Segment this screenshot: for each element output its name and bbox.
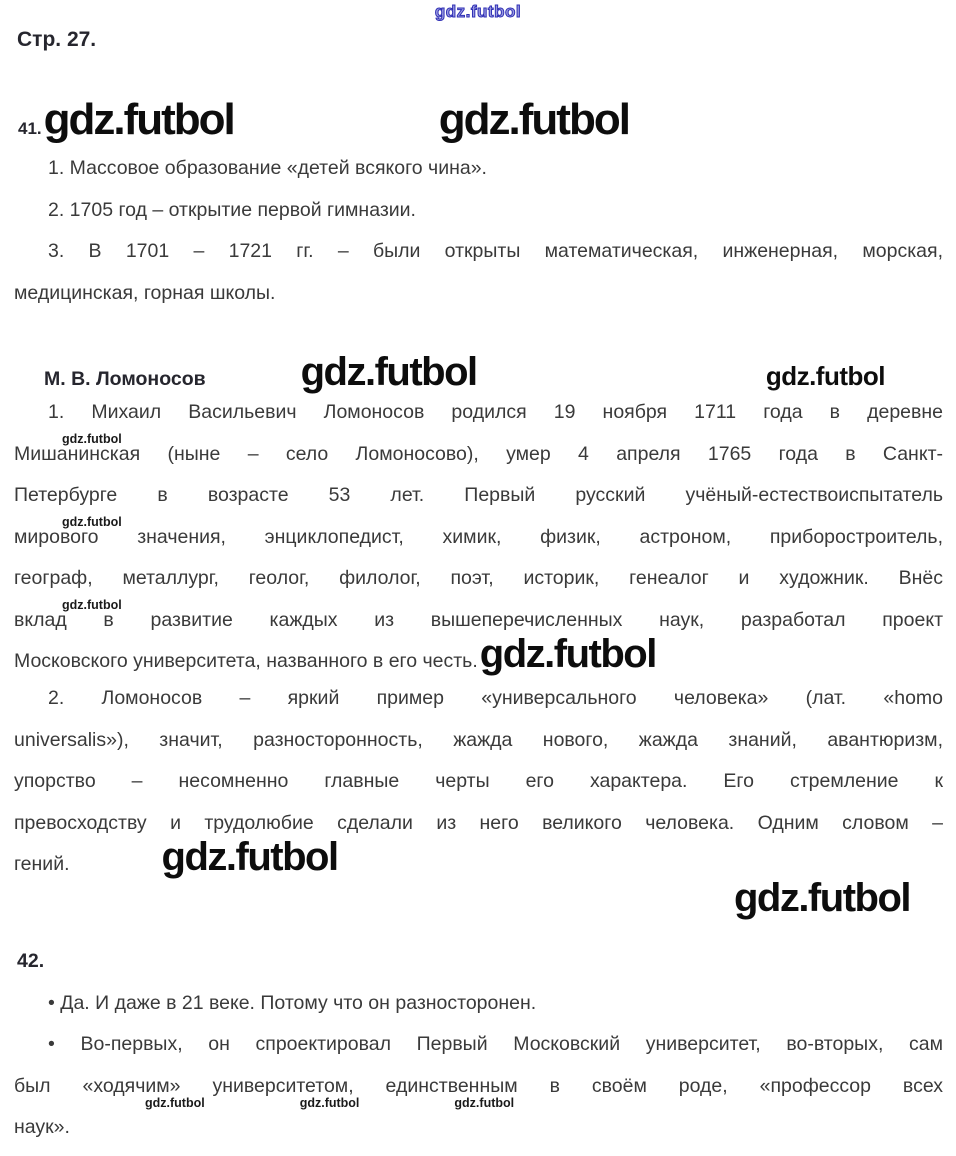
exercise-41-number: 41. bbox=[18, 119, 42, 138]
site-watermark: gdz.futbol bbox=[765, 361, 885, 391]
paragraph-line: Петербурге в возрасте 53 лет. Первый русский учёный-естествоиспытатель bbox=[14, 484, 943, 506]
site-watermark: gdz.futbol bbox=[62, 432, 122, 446]
lomonosov-paragraph-2 bbox=[14, 678, 943, 886]
paragraph-line: Московского университета, названного в его честь.gdz.futbol bbox=[14, 632, 656, 676]
site-watermark: gdz.futbol bbox=[438, 95, 629, 144]
paragraph-line: упорство – несомненно главные черты его характера. Его стремление к bbox=[14, 770, 943, 792]
exercise-41-answers bbox=[14, 148, 943, 314]
answer-line: • Да. И даже в 21 веке. Потому что он разносторонен. bbox=[48, 992, 537, 1014]
paragraph-line: вклад в развитие каждых из вышеперечисленных наук, разработал проект bbox=[14, 608, 943, 631]
paragraph-line: 1. Михаил Васильевич Ломоносов родился 19 ноября 1711 года в деревне bbox=[48, 401, 943, 423]
exercise-42-number: 42. bbox=[17, 950, 45, 972]
answer-line: 2. 1705 год – открытие первой гимназии. bbox=[48, 198, 416, 221]
page-title: Стр. 27. bbox=[17, 28, 97, 51]
site-watermark: gdz.futbol bbox=[434, 2, 522, 21]
answer-line: 1. Массовое образование «детей всякого чина». bbox=[48, 157, 487, 179]
paragraph-line: превосходству и трудолюбие сделали из него великого человека. Одним словом – bbox=[14, 811, 943, 834]
lomonosov-paragraph-1 bbox=[14, 392, 943, 683]
paragraph-line-text: Московского университета, названного в его честь. bbox=[14, 650, 478, 672]
lomonosov-heading: М. В. Ломоносов bbox=[44, 368, 206, 390]
exercise-42-bullet-1 bbox=[14, 983, 943, 1025]
site-watermark: gdz.futbol bbox=[299, 1096, 360, 1110]
answer-line: наук». bbox=[14, 1116, 70, 1138]
site-watermark: gdz.futbol bbox=[300, 350, 477, 394]
lomonosov-heading-row bbox=[14, 352, 943, 392]
answer-line: 3. В 1701 – 1721 гг. – были открыты математическая, инженерная, морская, bbox=[48, 240, 943, 262]
exercise-42-bullet-2 bbox=[14, 1024, 943, 1149]
exercise-41-header bbox=[18, 95, 943, 144]
answer-line: медицинская, горная школы. bbox=[14, 281, 276, 304]
right-watermark-container bbox=[14, 878, 910, 918]
paragraph-line: universalis»), значит, разносторонность, жажда нового, жажда знаний, авантюризм, bbox=[14, 728, 943, 751]
paragraph-line: географ, металлург, геолог, филолог, поэт, историк, генеалог и художник. Внёс bbox=[14, 567, 943, 589]
answer-line: был «ходячим» университетом, единственным в своём роде, «профессор всех bbox=[14, 1074, 943, 1097]
site-watermark: gdz.futbol bbox=[454, 1096, 515, 1110]
answer-line: • Во-первых, он спроектировал Первый Московский университет, во-вторых, сам bbox=[48, 1033, 943, 1055]
site-watermark: gdz.futbol bbox=[43, 95, 234, 144]
site-watermark: gdz.futbol bbox=[62, 515, 122, 529]
paragraph-line: Мишанинская (ныне – село Ломоносово), умер 4 апреля 1765 года в Санкт- bbox=[14, 442, 943, 465]
bottom-watermark-row bbox=[145, 1096, 514, 1111]
site-watermark: gdz.futbol bbox=[62, 598, 122, 612]
paragraph-line: 2. Ломоносов – яркий пример «универсального человека» (лат. «homo bbox=[48, 687, 943, 709]
paragraph-line: гений. gdz.futbol bbox=[14, 835, 338, 879]
paragraph-line-text: гений. bbox=[14, 853, 70, 875]
site-watermark: gdz.futbol bbox=[145, 1096, 205, 1110]
top-watermark-container bbox=[0, 2, 956, 22]
paragraph-line: мирового значения, энциклопедист, химик, физик, астроном, приборостроитель, bbox=[14, 525, 943, 548]
site-watermark: gdz.futbol bbox=[733, 876, 910, 920]
